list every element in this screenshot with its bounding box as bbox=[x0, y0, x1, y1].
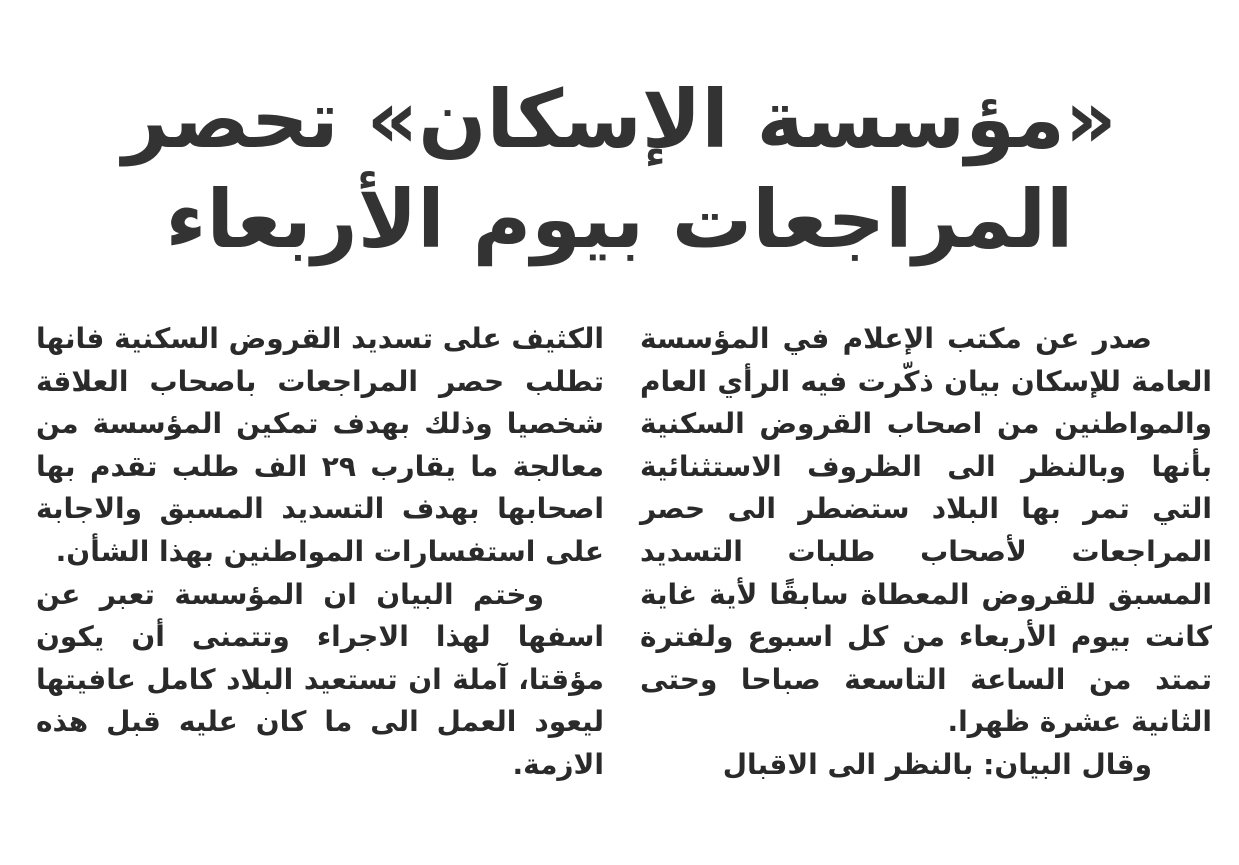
headline-line-2: المراجعات بيوم الأربعاء bbox=[165, 173, 1074, 266]
paragraph-statement-continued: الكثيف على تسديد القروض السكنية فانها تطلب حصر المراجعات باصحاب العلاقة شخصيا وذلك بهدف تمكين المؤسسة من معالجة ما يقارب ٢٩ الف طلب تقدم بها اصحابها بهدف التسديد المسبق والاجابة على استفسارات المواطنين بهذا الشأن. bbox=[36, 322, 605, 568]
article-column-left bbox=[36, 318, 604, 787]
article-column-right bbox=[640, 318, 1212, 787]
paragraph-statement-start: وقال البيان: بالنظر الى الاقبال bbox=[722, 747, 1152, 781]
paragraph-conclusion: وختم البيان ان المؤسسة تعبر عن اسفها لهذا الاجراء وتتمنى أن يكون مؤقتا، آملة ان تستعيد البلاد كامل عافيتها ليعود العمل الى ما كان عليه قبل هذه الازمة. bbox=[36, 577, 604, 781]
article-headline bbox=[0, 70, 1239, 270]
paragraph-intro: صدر عن مكتب الإعلام في المؤسسة العامة للإسكان بيان ذكّرت فيه الرأي العام والمواطنين من اصحاب القروض السكنية بأنها وبالنظر الى الظروف الاستثنائية التي تمر بها البلاد ستضطر الى حصر المراجعات لأصحاب طلبات التسديد المسبق للقروض المعطاة سابقًا لأية غاية كانت بيوم الأربعاء من كل اسبوع ولفترة تمتد من الساعة التاسعة صباحا وحتى الثانية عشرة ظهرا. bbox=[640, 322, 1212, 739]
headline-line-1: «مؤسسة الإسكان» تحصر bbox=[122, 73, 1117, 166]
